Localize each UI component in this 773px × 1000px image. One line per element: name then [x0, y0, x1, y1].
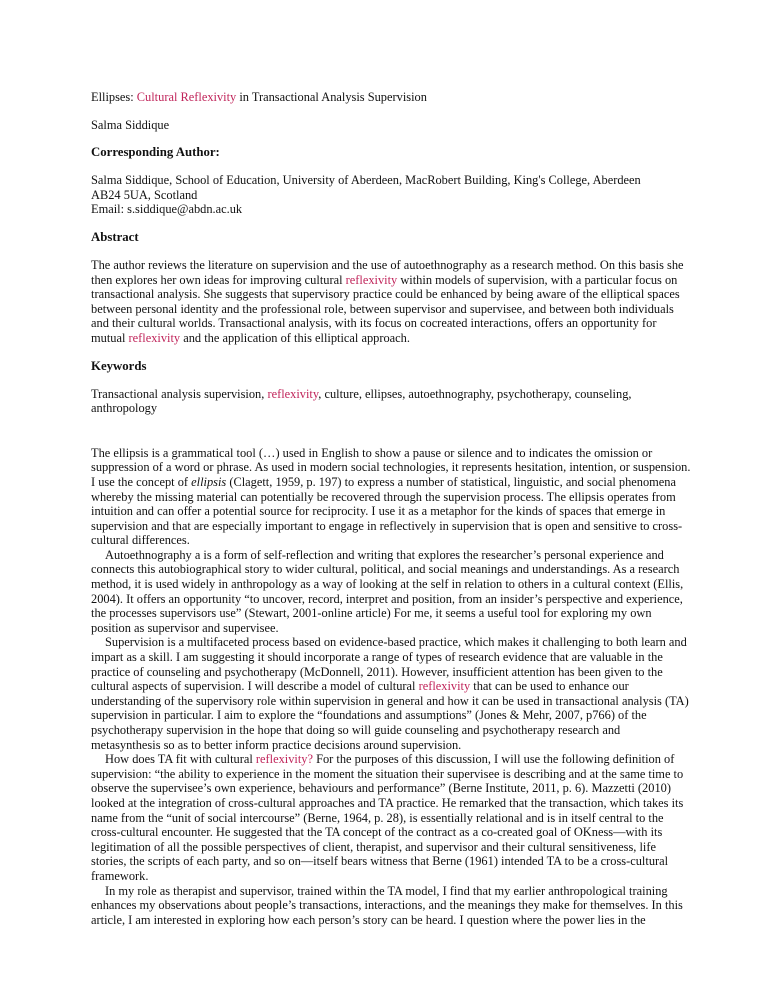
abstract-highlight-2: reflexivity [128, 330, 181, 345]
body-paragraph-3 [91, 635, 691, 752]
title-suffix: in Transactional Analysis Supervision [236, 90, 427, 104]
p4-part-a: How does TA fit with cultural [105, 752, 256, 767]
keywords-highlight: reflexivity [267, 386, 319, 401]
p4-part-b: For the purposes of this discussion, I will use the following definition of supervision: “the ability to experience in the moment the situation their supervisee is describing and at the same time to observe the supervisee’s own experience, behaviours and performance” (Berne Institute, 2011, p. 6). Mazzetti (2010) looked at the integration of cross-cultural approaches and TA practice. He remarked that the transaction, which takes its name from the “unit of social intercourse” (Berne, 1964, p. 28), is essentially relational and is in itself central to the cross-cultural encounter. He suggested that the TA concept of the contract as a co-created goal of OKness—with its legitimation of all the possible perspectives of client, therapist, and supervisor and their cultural sensitiveness, life stories, the scripts of each party, and so on—itself bears witness that Berne (1961) intended TA to be a cross-cultural framework. [91, 752, 684, 883]
p3-highlight: reflexivity [418, 679, 471, 694]
keywords-text [91, 387, 691, 416]
author-name: Salma Siddique [91, 117, 170, 132]
keywords-part1: Transactional analysis supervision, [91, 386, 268, 401]
body-paragraph-5: In my role as therapist and supervisor, trained within the TA model, I find that my earlier anthropological training enhances my observations about people’s transactions, interactions, and the meanings they make for themselves. In this article, I am interested in exploring how each person’s story can be heard. I question where the power lies in the [91, 883, 683, 927]
p3-part-b: that can be used to enhance our understanding of the supervisory role within supervision in general and how it can be used in transactional analysis (TA) supervision in particular. I aim to explore the “foundations and assumptions” (Jones & Mehr, 2007, p766) of the psychotherapy supervision in the hope that doing so will guide counseling and psychotherapy research and metasynthesis so as to better inform practice decisions around supervision. [91, 679, 689, 752]
body-paragraph-4 [91, 752, 691, 883]
abstract-part3: and the application of this elliptical approach. [180, 330, 410, 345]
body-paragraph-1 [91, 446, 691, 548]
abstract-highlight-1: reflexivity [345, 272, 398, 287]
abstract-text [91, 258, 691, 346]
title-highlight: Cultural Reflexivity [136, 90, 237, 104]
keywords-part2: , culture, ellipses, autoethnography, psychotherapy, counseling, anthropology [91, 386, 632, 416]
corresponding-address-line2: AB24 5UA, Scotland [91, 187, 198, 202]
abstract-part2: within models of supervision, with a particular focus on transactional analysis. She suggests that supervisory practice could be enhanced by being aware of the elliptical spaces between personal identity and the professional role, between supervisor and supervisee, and between both individuals and their cultural worlds. Transactional analysis, with its focus on cocreated interactions, offers an opportunity for mutual [91, 272, 680, 345]
p1-part-b: (Clagett, 1959, p. 197) to express a number of statistical, linguistic, and social phenomena whereby the missing material can potentially be recovered through the supervision process. The ellipsis operates from intuition and can offer a potential source for reciprocity. I use it as a metaphor for the kinds of spaces that emerge in supervision and that are especially important to engage in reflectively in supervision that is open and sensitive to cross-cultural differences. [91, 474, 683, 548]
corresponding-details [91, 173, 691, 217]
p3-part-a: Supervision is a multifaceted process based on evidence-based practice, which makes it challenging to both learn and impart as a skill. I am suggesting it should incorporate a range of types of research evidence that are valuable in the practice of counseling and psychotherapy (McDonnell, 2011). However, insufficient attention has been given to the cultural aspects of supervision. I will describe a model of cultural [91, 635, 687, 694]
p4-highlight: reflexivity? [255, 752, 313, 767]
corresponding-address-line1: Salma Siddique, School of Education, University of Aberdeen, MacRobert Building, King's College, Aberdeen [91, 173, 641, 188]
document-page [91, 90, 691, 927]
abstract-heading: Abstract [91, 229, 139, 244]
keywords-heading: Keywords [91, 358, 147, 373]
p1-emphasis: ellipsis [191, 474, 227, 489]
title-prefix: Ellipses: [91, 90, 137, 104]
abstract-part1: The author reviews the literature on supervision and the use of autoethnography as a research method. On this basis she then explores her own ideas for improving cultural [91, 257, 684, 287]
article-title [91, 90, 691, 105]
corresponding-heading: Corresponding Author: [91, 145, 220, 160]
corresponding-email: Email: s.siddique@abdn.ac.uk [91, 202, 243, 217]
p1-part-a: The ellipsis is a grammatical tool (…) used in English to show a pause or silence and to indicates the omission or suppression of a word or phrase. As used in modern social technologies, it represents hesitation, intention, or suspension. I use the concept of [91, 445, 691, 489]
body-paragraph-2: Autoethnography a is a form of self-reflection and writing that explores the researcher’s personal experience and connects this autobiographical story to wider cultural, political, and social meanings and understandings. As a research method, it is used widely in anthropology as a way of looking at the self in relation to others in a cultural context (Ellis, 2004). It offers an opportunity “to uncover, record, interpret and position, from an insider’s perspective and experience, the processes supervisors use” (Stewart, 2001-online article) For me, it seems a useful tool for exploring my own position as supervisor and supervisee. [91, 547, 684, 635]
